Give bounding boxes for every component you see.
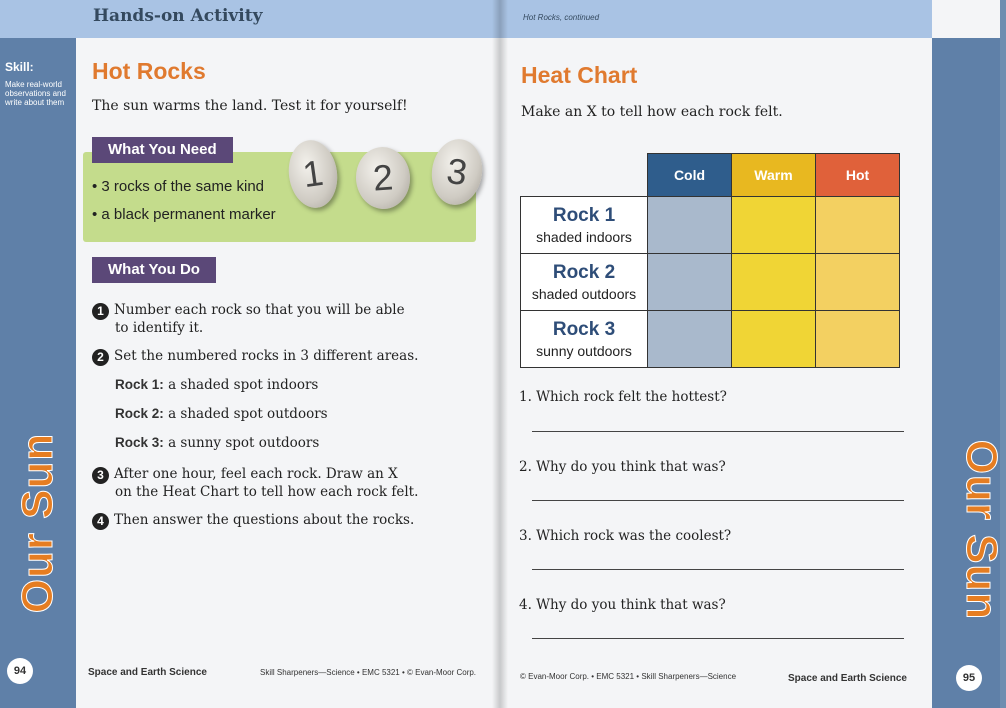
rock-location-text: a sunny spot outdoors [163,435,320,451]
rock-location-text: a shaded spot indoors [163,377,319,393]
need-item-text: 3 rocks of the same kind [101,178,264,195]
question-3: 3. Which rock was the coolest? [519,528,732,544]
rock-location-1 [115,377,318,393]
page-number-right: 95 [956,665,982,691]
column-header-hot: Hot [816,154,900,197]
rock-2-illustration: 2 [354,145,412,211]
question-1: 1. Which rock felt the hottest? [519,389,727,405]
table-row [521,311,900,368]
vertical-title-right: Our Sun [957,439,1006,621]
column-header-cold: Cold [648,154,732,197]
rock-location-label: Rock 3: [115,435,164,450]
footer-publisher-right: © Evan-Moor Corp. • EMC 5321 • Skill Sharpeners—Science [520,672,737,681]
step-text: Then answer the questions about the rocks. [114,512,415,528]
page-number-left: 94 [7,658,33,684]
answer-line-3[interactable] [532,569,904,570]
row-rock-desc: shaded indoors [536,228,632,245]
cell-rock-1-hot[interactable] [816,197,900,254]
cell-rock-3-warm[interactable] [732,311,816,368]
step-4 [92,512,414,530]
cell-rock-2-cold[interactable] [648,254,732,311]
table-row [521,254,900,311]
cell-rock-2-warm[interactable] [732,254,816,311]
heat-chart-table [520,153,900,368]
heat-chart-instruction: Make an X to tell how each rock felt. [521,104,783,120]
table-row [521,197,900,254]
cell-rock-3-hot[interactable] [816,311,900,368]
step-text: to identify it. [115,320,204,336]
footer-subject-left: Space and Earth Science [88,667,207,678]
row-rock-desc: shaded outdoors [531,285,637,302]
cell-rock-2-hot[interactable] [816,254,900,311]
step-number: 4 [92,513,109,530]
cell-rock-1-cold[interactable] [648,197,732,254]
intro-text: The sun warms the land. Test it for yourself! [92,98,408,114]
cell-rock-1-warm[interactable] [732,197,816,254]
footer-publisher-left: Skill Sharpeners—Science • EMC 5321 • © Evan-Moor Corp. [260,668,477,677]
need-item-text: a black permanent marker [101,206,276,223]
footer-subject-right: Space and Earth Science [788,673,907,684]
step-number: 1 [92,303,109,320]
step-text: After one hour, feel each rock. Draw an X [114,466,398,482]
rock-location-label: Rock 2: [115,406,164,421]
column-header-warm: Warm [732,154,816,197]
heat-chart-title: Heat Chart [521,62,638,88]
need-item: • 3 rocks of the same kind [92,178,264,195]
question-2: 2. Why do you think that was? [519,459,726,475]
what-you-do-heading: What You Do [92,257,216,283]
step-2 [92,348,418,366]
row-rock-name: Rock 2 [552,261,616,283]
step-text: Set the numbered rocks in 3 different areas. [114,348,419,364]
book-gutter [492,0,508,708]
activity-title: Hot Rocks [92,58,206,84]
rock-location-label: Rock 1: [115,377,164,392]
row-rock-name: Rock 1 [552,204,616,226]
rock-1-illustration: 1 [285,137,342,211]
rock-3-illustration: 3 [428,136,487,208]
row-label-rock-2 [521,254,648,311]
need-item: • a black permanent marker [92,206,276,223]
what-you-need-box [83,152,476,242]
hands-on-header: Hands-on Activity [93,6,263,26]
skill-heading: Skill: [5,60,34,74]
what-you-need-heading: What You Need [92,137,233,163]
empty-corner-cell [521,154,648,197]
skill-text: Make real-world observations and write about them [5,80,66,107]
row-label-rock-1 [521,197,648,254]
continued-header: Hot Rocks, continued [523,13,600,22]
rock-location-text: a shaded spot outdoors [163,406,328,422]
step-text: on the Heat Chart to tell how each rock felt. [115,484,419,500]
question-4: 4. Why do you think that was? [519,597,726,613]
row-label-rock-3 [521,311,648,368]
step-number: 2 [92,349,109,366]
step-number: 3 [92,467,109,484]
row-rock-desc: sunny outdoors [536,342,632,359]
step-1 [92,302,405,337]
vertical-title-left: Our Sun [13,432,62,614]
heat-chart-header-row [521,154,900,197]
step-3 [92,466,418,501]
step-text: Number each rock so that you will be able [114,302,405,318]
answer-line-4[interactable] [532,638,904,639]
answer-line-1[interactable] [532,431,904,432]
left-page [0,0,500,708]
rock-location-3 [115,435,319,451]
row-rock-name: Rock 3 [552,318,616,340]
answer-line-2[interactable] [532,500,904,501]
rock-location-2 [115,406,328,422]
cell-rock-3-cold[interactable] [648,311,732,368]
